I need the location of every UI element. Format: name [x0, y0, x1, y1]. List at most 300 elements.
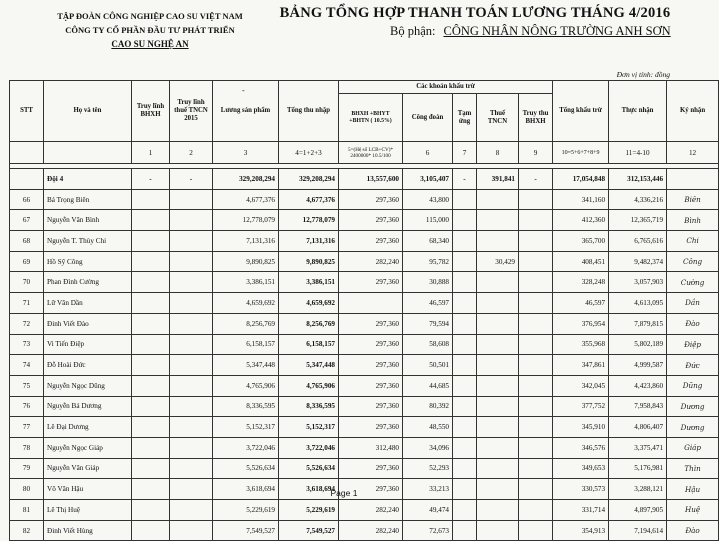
row-luong-sp: 7,549,527	[213, 520, 279, 541]
table-row	[10, 210, 719, 231]
row-tong-khau-tru: 354,913	[553, 520, 609, 541]
group-tam-ung: -	[453, 169, 477, 190]
row-name: Đinh Viết Hùng	[44, 520, 132, 541]
row-thue	[477, 272, 519, 293]
row-truy-linh-thue	[170, 293, 213, 314]
row-tong-thu-nhap: 5,152,317	[279, 417, 339, 438]
row-truy-linh-bhxh	[132, 458, 170, 479]
col-stt-header: STT	[10, 81, 44, 142]
row-tong-khau-tru: 342,045	[553, 375, 609, 396]
row-luong-sp: 12,778,079	[213, 210, 279, 231]
row-truy-linh-thue	[170, 334, 213, 355]
row-bhxh: 297,360	[339, 313, 403, 334]
group-thuc-nhan: 312,153,446	[609, 169, 667, 190]
row-cong-doan: 52,293	[403, 458, 453, 479]
row-signature: Dần	[667, 293, 719, 314]
row-tam-ung	[453, 417, 477, 438]
row-bhxh: 297,360	[339, 231, 403, 252]
row-thuc-nhan: 3,057,903	[609, 272, 667, 293]
row-thuc-nhan: 9,482,374	[609, 251, 667, 272]
row-truy-linh-thue	[170, 231, 213, 252]
row-luong-sp: 9,890,825	[213, 251, 279, 272]
group-cong-doan: 3,105,407	[403, 169, 453, 190]
index-cell: 3	[213, 142, 279, 164]
row-truy-linh-thue	[170, 210, 213, 231]
row-truy-linh-bhxh	[132, 437, 170, 458]
row-luong-sp: 5,526,634	[213, 458, 279, 479]
row-signature: Dương	[667, 396, 719, 417]
row-bhxh: 297,360	[339, 479, 403, 500]
row-cong-doan: 48,550	[403, 417, 453, 438]
col-tong-thu-nhap-header: Tổng thu nhập	[279, 81, 339, 142]
row-tong-khau-tru: 328,248	[553, 272, 609, 293]
row-bhxh: 297,360	[339, 355, 403, 376]
row-tong-khau-tru: 345,910	[553, 417, 609, 438]
table-row	[10, 375, 719, 396]
row-truy-thu	[519, 272, 553, 293]
row-thue	[477, 313, 519, 334]
group-truy-linh-thue: -	[170, 169, 213, 190]
row-luong-sp: 5,347,448	[213, 355, 279, 376]
group-tong-khau-tru: 17,054,848	[553, 169, 609, 190]
group-luong-sp: 329,208,294	[213, 169, 279, 190]
row-truy-linh-bhxh	[132, 189, 170, 210]
row-name: Đỗ Hoài Đức	[44, 355, 132, 376]
row-tong-thu-nhap: 4,659,692	[279, 293, 339, 314]
row-thue: 30,429	[477, 251, 519, 272]
row-tam-ung	[453, 520, 477, 541]
row-luong-sp: 3,722,046	[213, 437, 279, 458]
deductions-group-header: Các khoản khấu trừ	[339, 81, 553, 94]
title-block	[270, 5, 680, 39]
row-name: Hồ Sỹ Công	[44, 251, 132, 272]
row-thuc-nhan: 6,765,616	[609, 231, 667, 252]
row-thuc-nhan: 4,613,095	[609, 293, 667, 314]
row-truy-linh-thue	[170, 396, 213, 417]
row-thue	[477, 396, 519, 417]
row-tong-thu-nhap: 7,131,316	[279, 231, 339, 252]
row-tong-khau-tru: 377,752	[553, 396, 609, 417]
table-row	[10, 313, 719, 334]
row-tam-ung	[453, 458, 477, 479]
row-thuc-nhan: 4,999,587	[609, 355, 667, 376]
row-cong-doan: 80,392	[403, 396, 453, 417]
col-thuc-nhan-header: Thực nhận	[609, 81, 667, 142]
row-stt: 66	[10, 189, 44, 210]
row-thue	[477, 375, 519, 396]
row-name: Lữ Văn Dần	[44, 293, 132, 314]
row-truy-thu	[519, 189, 553, 210]
row-truy-linh-thue	[170, 189, 213, 210]
row-thue	[477, 520, 519, 541]
row-name: Nguyễn Văn Giáp	[44, 458, 132, 479]
row-thuc-nhan: 5,176,981	[609, 458, 667, 479]
row-truy-thu	[519, 417, 553, 438]
col-cong-doan-header: Công đoàn	[403, 94, 453, 142]
row-truy-thu	[519, 293, 553, 314]
row-signature: Dương	[667, 417, 719, 438]
row-tong-thu-nhap: 7,549,527	[279, 520, 339, 541]
row-tam-ung	[453, 396, 477, 417]
org-line-3: CAO SU NGHỆ AN	[111, 39, 189, 49]
col-tam-ung-header: Tạm ứng	[453, 94, 477, 142]
row-truy-linh-thue	[170, 313, 213, 334]
row-tong-thu-nhap: 12,778,079	[279, 210, 339, 231]
org-line-1: TẬP ĐOÀN CÔNG NGHIỆP CAO SU VIỆT NAM	[57, 11, 243, 21]
row-tong-thu-nhap: 5,229,619	[279, 500, 339, 521]
row-thuc-nhan: 7,879,815	[609, 313, 667, 334]
row-tam-ung	[453, 437, 477, 458]
row-stt: 78	[10, 437, 44, 458]
row-cong-doan: 34,096	[403, 437, 453, 458]
row-truy-thu	[519, 375, 553, 396]
row-cong-doan: 33,213	[403, 479, 453, 500]
row-truy-thu	[519, 396, 553, 417]
document-title: BẢNG TỔNG HỢP THANH TOÁN LƯƠNG THÁNG 4/2016	[279, 5, 671, 21]
group-total-row	[10, 169, 719, 190]
row-signature: Bình	[667, 210, 719, 231]
department-line	[390, 24, 680, 39]
row-bhxh: 312,480	[339, 437, 403, 458]
row-stt: 81	[10, 500, 44, 521]
row-truy-linh-bhxh	[132, 500, 170, 521]
group-thue: 391,841	[477, 169, 519, 190]
row-signature: Đức	[667, 355, 719, 376]
row-tam-ung	[453, 293, 477, 314]
group-name: Đội 4	[44, 169, 132, 190]
row-tam-ung	[453, 375, 477, 396]
col-truy-thu-header: Truy thu BHXH	[519, 94, 553, 142]
row-truy-linh-thue	[170, 520, 213, 541]
row-thue	[477, 189, 519, 210]
row-truy-thu	[519, 458, 553, 479]
row-name: Lê Thị Huệ	[44, 500, 132, 521]
index-cell: 8	[477, 142, 519, 164]
row-truy-thu	[519, 500, 553, 521]
row-truy-linh-thue	[170, 355, 213, 376]
row-signature: Đào	[667, 520, 719, 541]
row-signature: Thìn	[667, 458, 719, 479]
department-value: CÔNG NHÂN NÔNG TRƯỜNG ANH SƠN	[443, 24, 671, 38]
row-thuc-nhan: 12,365,719	[609, 210, 667, 231]
table-row	[10, 293, 719, 314]
row-cong-doan: 95,782	[403, 251, 453, 272]
row-truy-linh-bhxh	[132, 520, 170, 541]
row-truy-linh-bhxh	[132, 231, 170, 252]
index-cell: 2	[170, 142, 213, 164]
row-truy-linh-bhxh	[132, 272, 170, 293]
row-name: Bá Trọng Biên	[44, 189, 132, 210]
row-thuc-nhan: 4,336,216	[609, 189, 667, 210]
row-luong-sp: 4,677,376	[213, 189, 279, 210]
row-bhxh: 282,240	[339, 500, 403, 521]
index-cell: 12	[667, 142, 719, 164]
row-cong-doan: 46,597	[403, 293, 453, 314]
row-luong-sp: 4,765,906	[213, 375, 279, 396]
row-stt: 69	[10, 251, 44, 272]
row-stt: 72	[10, 313, 44, 334]
index-cell: 7	[453, 142, 477, 164]
row-tam-ung	[453, 251, 477, 272]
row-thuc-nhan: 4,806,407	[609, 417, 667, 438]
row-thue	[477, 210, 519, 231]
table-row	[10, 231, 719, 252]
row-truy-linh-thue	[170, 417, 213, 438]
row-tam-ung	[453, 500, 477, 521]
table-row	[10, 417, 719, 438]
col-tong-khau-tru-header: Tổng khấu trừ	[553, 81, 609, 142]
row-tong-thu-nhap: 4,765,906	[279, 375, 339, 396]
group-truy-thu: -	[519, 169, 553, 190]
group-tong-thu-nhap: 329,208,294	[279, 169, 339, 190]
row-thuc-nhan: 5,802,189	[609, 334, 667, 355]
row-name: Nguyễn T. Thùy Chi	[44, 231, 132, 252]
row-truy-linh-bhxh	[132, 251, 170, 272]
row-name: Phan Đình Cường	[44, 272, 132, 293]
row-luong-sp: 4,659,692	[213, 293, 279, 314]
row-truy-linh-thue	[170, 437, 213, 458]
row-cong-doan: 43,800	[403, 189, 453, 210]
row-stt: 79	[10, 458, 44, 479]
col-bhxh-header	[339, 94, 403, 142]
row-tong-thu-nhap: 3,618,694	[279, 479, 339, 500]
row-truy-linh-thue	[170, 500, 213, 521]
row-stt: 80	[10, 479, 44, 500]
row-name: Vi Tiến Điệp	[44, 334, 132, 355]
row-luong-sp: 8,336,595	[213, 396, 279, 417]
row-truy-thu	[519, 437, 553, 458]
row-luong-sp: 3,618,694	[213, 479, 279, 500]
row-tong-thu-nhap: 8,336,595	[279, 396, 339, 417]
index-cell: 6	[403, 142, 453, 164]
row-tong-thu-nhap: 9,890,825	[279, 251, 339, 272]
payroll-table	[9, 80, 719, 541]
table-body	[10, 142, 719, 541]
row-cong-doan: 79,594	[403, 313, 453, 334]
row-luong-sp: 7,131,316	[213, 231, 279, 252]
row-tong-khau-tru: 408,451	[553, 251, 609, 272]
row-name: Nguyễn Ngọc Giáp	[44, 437, 132, 458]
row-stt: 73	[10, 334, 44, 355]
row-stt: 77	[10, 417, 44, 438]
table-row	[10, 437, 719, 458]
page-footer: Page 1	[330, 488, 358, 498]
row-name: Nguyễn Ngọc Dũng	[44, 375, 132, 396]
col-thue-header: Thuế TNCN	[477, 94, 519, 142]
col-truy-linh-bhxh-header: Truy lĩnh BHXH	[132, 81, 170, 142]
row-tam-ung	[453, 355, 477, 376]
index-row	[10, 142, 719, 164]
row-truy-thu	[519, 313, 553, 334]
row-tam-ung	[453, 210, 477, 231]
row-thue	[477, 334, 519, 355]
table-row	[10, 272, 719, 293]
row-bhxh: 297,360	[339, 417, 403, 438]
row-stt: 74	[10, 355, 44, 376]
row-tong-khau-tru: 355,968	[553, 334, 609, 355]
table-row	[10, 458, 719, 479]
row-signature: Biên	[667, 189, 719, 210]
row-thuc-nhan: 4,897,905	[609, 500, 667, 521]
row-cong-doan: 72,673	[403, 520, 453, 541]
row-bhxh: 282,240	[339, 251, 403, 272]
col-ky-nhan-header: Ký nhận	[667, 81, 719, 142]
row-tong-thu-nhap: 8,256,769	[279, 313, 339, 334]
row-thuc-nhan: 7,958,843	[609, 396, 667, 417]
col-luong-sp-header: Lương sản phẩm	[213, 81, 279, 142]
row-thue	[477, 293, 519, 314]
row-truy-linh-thue	[170, 251, 213, 272]
row-cong-doan: 115,000	[403, 210, 453, 231]
row-truy-linh-bhxh	[132, 396, 170, 417]
row-truy-thu	[519, 210, 553, 231]
row-signature: Hậu	[667, 479, 719, 500]
row-truy-linh-bhxh	[132, 417, 170, 438]
row-name: Lê Đại Dương	[44, 417, 132, 438]
row-tam-ung	[453, 334, 477, 355]
row-thue	[477, 231, 519, 252]
row-signature: Giáp	[667, 437, 719, 458]
row-cong-doan: 68,340	[403, 231, 453, 252]
row-bhxh: 282,240	[339, 520, 403, 541]
table-row	[10, 334, 719, 355]
row-truy-linh-bhxh	[132, 293, 170, 314]
row-tong-thu-nhap: 5,526,634	[279, 458, 339, 479]
row-bhxh: 297,360	[339, 334, 403, 355]
row-thue	[477, 437, 519, 458]
table-row	[10, 189, 719, 210]
row-truy-linh-thue	[170, 375, 213, 396]
row-tong-khau-tru: 376,954	[553, 313, 609, 334]
row-tong-thu-nhap: 5,347,448	[279, 355, 339, 376]
row-signature: Điệp	[667, 334, 719, 355]
row-luong-sp: 6,158,157	[213, 334, 279, 355]
row-stt: 71	[10, 293, 44, 314]
row-luong-sp: 3,386,151	[213, 272, 279, 293]
row-tam-ung	[453, 231, 477, 252]
row-truy-linh-bhxh	[132, 375, 170, 396]
row-truy-thu	[519, 355, 553, 376]
row-bhxh: 297,360	[339, 375, 403, 396]
table-row	[10, 251, 719, 272]
row-bhxh: 297,360	[339, 458, 403, 479]
row-truy-thu	[519, 231, 553, 252]
department-label: Bộ phận:	[390, 24, 436, 38]
header-mark: -	[242, 86, 245, 95]
row-cong-doan: 58,608	[403, 334, 453, 355]
row-cong-doan: 44,685	[403, 375, 453, 396]
group-bhxh: 13,557,600	[339, 169, 403, 190]
row-thue	[477, 417, 519, 438]
table-row	[10, 500, 719, 521]
row-tam-ung	[453, 272, 477, 293]
row-bhxh	[339, 293, 403, 314]
bhxh-label: BHXH +BHYT +BHTN ( 10.5%)	[349, 110, 392, 124]
row-stt: 82	[10, 520, 44, 541]
row-truy-linh-thue	[170, 272, 213, 293]
row-stt: 75	[10, 375, 44, 396]
row-cong-doan: 30,888	[403, 272, 453, 293]
row-thue	[477, 355, 519, 376]
header-row-1	[10, 81, 719, 94]
index-cell: 1	[132, 142, 170, 164]
row-cong-doan: 50,501	[403, 355, 453, 376]
group-truy-linh-bhxh: -	[132, 169, 170, 190]
row-bhxh: 297,360	[339, 272, 403, 293]
index-cell: 11=4-10	[609, 142, 667, 164]
row-name: Nguyễn Văn Bình	[44, 210, 132, 231]
row-truy-linh-bhxh	[132, 210, 170, 231]
row-signature: Đào	[667, 313, 719, 334]
row-name: Nguyễn Bá Dương	[44, 396, 132, 417]
row-cong-doan: 49,474	[403, 500, 453, 521]
row-tong-thu-nhap: 6,158,157	[279, 334, 339, 355]
row-thue	[477, 458, 519, 479]
table-row	[10, 355, 719, 376]
row-signature: Cường	[667, 272, 719, 293]
col-truy-linh-thue-header: Truy lĩnh thuế TNCN 2015	[170, 81, 213, 142]
row-truy-linh-thue	[170, 458, 213, 479]
row-truy-linh-bhxh	[132, 313, 170, 334]
row-tong-khau-tru: 412,360	[553, 210, 609, 231]
row-tam-ung	[453, 313, 477, 334]
row-luong-sp: 8,256,769	[213, 313, 279, 334]
index-cell: 10=5+6+7+8+9	[553, 142, 609, 164]
row-name: Võ Văn Hậu	[44, 479, 132, 500]
row-tong-khau-tru: 349,653	[553, 458, 609, 479]
currency-unit-note: Đơn vị tính: đồng	[616, 70, 670, 79]
row-tong-khau-tru: 330,573	[553, 479, 609, 500]
row-stt: 76	[10, 396, 44, 417]
row-thue	[477, 500, 519, 521]
row-truy-thu	[519, 251, 553, 272]
row-truy-linh-bhxh	[132, 334, 170, 355]
row-tam-ung	[453, 189, 477, 210]
index-cell: 9	[519, 142, 553, 164]
row-tong-khau-tru: 341,160	[553, 189, 609, 210]
row-luong-sp: 5,229,619	[213, 500, 279, 521]
row-tong-khau-tru: 346,576	[553, 437, 609, 458]
row-luong-sp: 5,152,317	[213, 417, 279, 438]
row-tong-khau-tru: 46,597	[553, 293, 609, 314]
row-thuc-nhan: 3,288,121	[609, 479, 667, 500]
row-thuc-nhan: 3,375,471	[609, 437, 667, 458]
row-bhxh: 297,360	[339, 396, 403, 417]
row-tong-thu-nhap: 3,722,046	[279, 437, 339, 458]
row-tong-khau-tru: 347,861	[553, 355, 609, 376]
row-tong-khau-tru: 365,700	[553, 231, 609, 252]
row-truy-thu	[519, 334, 553, 355]
row-tong-khau-tru: 331,714	[553, 500, 609, 521]
row-signature: Dũng	[667, 375, 719, 396]
row-bhxh: 297,360	[339, 210, 403, 231]
bhxh-formula-cell: 5=(Hệ số LCB+CV)* 2400000* 10.5/100	[339, 142, 403, 164]
row-thuc-nhan: 4,423,860	[609, 375, 667, 396]
row-stt: 68	[10, 231, 44, 252]
row-tong-thu-nhap: 3,386,151	[279, 272, 339, 293]
row-tong-thu-nhap: 4,677,376	[279, 189, 339, 210]
row-signature: Huệ	[667, 500, 719, 521]
org-line-2: CÔNG TY CỔ PHẦN ĐẦU TƯ PHÁT TRIỂN	[65, 25, 235, 35]
row-name: Đinh Viết Đào	[44, 313, 132, 334]
row-truy-linh-bhxh	[132, 355, 170, 376]
row-thuc-nhan: 7,194,614	[609, 520, 667, 541]
row-signature: Công	[667, 251, 719, 272]
row-bhxh: 297,360	[339, 189, 403, 210]
table-row	[10, 396, 719, 417]
row-signature: Chi	[667, 231, 719, 252]
row-stt: 70	[10, 272, 44, 293]
